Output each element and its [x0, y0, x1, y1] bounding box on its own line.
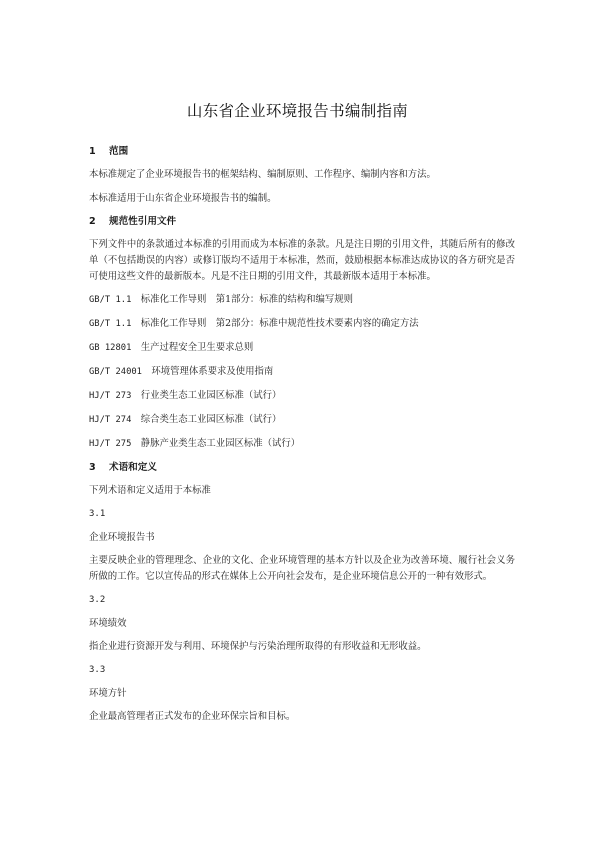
term-name: 环境方针 — [89, 688, 127, 699]
reference-code: GB/T 1.1 — [89, 319, 132, 329]
section-number: 3 — [89, 462, 96, 473]
term-name: 环境绩效 — [89, 618, 127, 629]
paragraph: 本标准规定了企业环境报告书的框架结构、编制原则、工作程序、编制内容和方法。 — [89, 169, 436, 180]
reference-title: 综合类生态工业园区标准（试行） — [140, 414, 282, 425]
section-number: 1 — [89, 146, 96, 157]
reference-item — [89, 341, 515, 355]
reference-title: 环境管理体系要求及使用指南 — [151, 366, 274, 377]
section-1-heading — [89, 145, 515, 159]
reference-code: GB/T 1.1 — [89, 295, 132, 305]
term-number: 3.2 — [89, 595, 106, 605]
reference-item — [89, 437, 515, 451]
reference-title: 标准化工作导则 第1部分：标准的结构和编写规则 — [140, 294, 353, 305]
reference-item — [89, 293, 515, 307]
reference-code: GB/T 24001 — [89, 367, 142, 377]
paragraph: 下列文件中的条款通过本标准的引用而成为本标准的条款。凡是注日期的引用文件，其随后所有的修改单（不包括勘误的内容）或修订版均不适用于本标准，然而，鼓励根据本标准达成协议的各方研究是否可使用这些文件的最新版本。凡是不注日期的引用文件，其最新版本适用于本标准。 — [89, 239, 515, 282]
reference-code: GB 12801 — [89, 343, 132, 353]
term-number: 3.3 — [89, 665, 106, 675]
reference-code: HJ/T 275 — [89, 439, 132, 449]
reference-item — [89, 365, 515, 379]
term-definition: 主要反映企业的管理理念、企业的文化、企业环境管理的基本方针以及企业为改善环境、履行社会义务所做的工作。它以宣传品的形式在媒体上公开向社会发布，是企业环境信息公开的一种有效形式。 — [89, 555, 515, 582]
term-name: 企业环境报告书 — [89, 532, 155, 543]
section-number: 2 — [89, 216, 96, 227]
reference-item — [89, 317, 515, 331]
document-title: 山东省企业环境报告书编制指南 — [186, 102, 409, 120]
section-2-heading — [89, 215, 515, 229]
reference-title: 标准化工作导则 第2部分：标准中规范性技术要素内容的确定方法 — [140, 318, 419, 329]
paragraph: 下列术语和定义适用于本标准 — [89, 485, 211, 496]
section-title: 范围 — [109, 146, 129, 157]
reference-title: 行业类生态工业园区标准（试行） — [140, 390, 282, 401]
reference-item — [89, 413, 515, 427]
term-definition: 指企业进行资源开发与利用、环境保护与污染治理所取得的有形收益和无形收益。 — [89, 641, 427, 652]
document-body — [89, 145, 515, 725]
reference-code: HJ/T 273 — [89, 391, 132, 401]
reference-title: 生产过程安全卫生要求总则 — [140, 342, 254, 353]
section-title: 术语和定义 — [109, 462, 157, 473]
reference-item — [89, 389, 515, 403]
reference-title: 静脉产业类生态工业园区标准（试行） — [140, 438, 301, 449]
section-title: 规范性引用文件 — [109, 216, 177, 227]
paragraph: 本标准适用于山东省企业环境报告书的编制。 — [89, 193, 277, 204]
section-3-heading — [89, 461, 515, 475]
term-number: 3.1 — [89, 509, 106, 519]
reference-code: HJ/T 274 — [89, 415, 132, 425]
term-definition: 企业最高管理者正式发布的企业环保宗旨和目标。 — [89, 711, 296, 722]
